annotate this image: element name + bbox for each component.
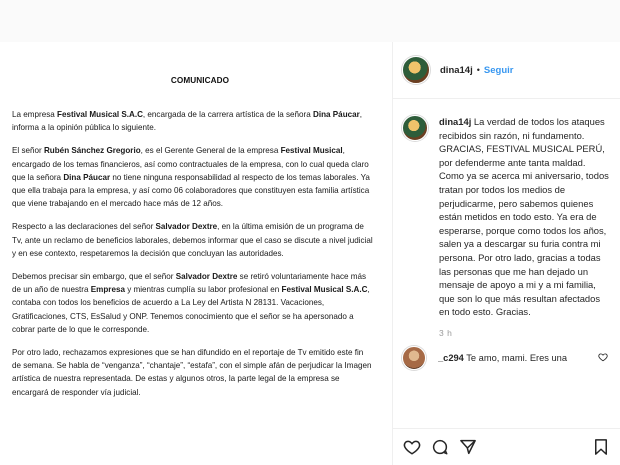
avatar[interactable]: [402, 56, 430, 84]
post-sidebar: [393, 42, 620, 465]
paragraph-text: El señor: [12, 146, 44, 156]
comment-like-icon[interactable]: [598, 352, 608, 362]
reply-username[interactable]: _c294: [438, 352, 464, 363]
paragraph-text: , encargada de la carrera artística de la señora: [142, 110, 313, 119]
paragraph-text: La empresa: [12, 110, 57, 119]
paragraph-text: Por otro lado, rechazamos expresiones que se han difundido en el reportaje de Tv emitido este fin de semana. Se habla de “venganza”, “chantaje”, “estafa”, con el simple afán de perjudicar la Imagen artística de nuestra representada. De estas y algunos otros, la parte legal de la empresa se encargará de responder vía judicial.: [12, 348, 372, 397]
reply-body: [438, 353, 598, 363]
comment-button[interactable]: [429, 436, 451, 458]
emphasis-text: Empresa: [90, 285, 125, 295]
reply-avatar[interactable]: [402, 346, 426, 370]
document-paragraph: [12, 144, 374, 210]
document-title: COMUNICADO: [170, 76, 230, 85]
emphasis-text: Salvador Dextre: [155, 222, 218, 232]
share-button[interactable]: [457, 436, 479, 458]
emphasis-text: Salvador Dextre: [175, 272, 238, 282]
paragraph-text: Debemos precisar sin embargo, que el señor: [12, 272, 176, 282]
emphasis-text: Rubén Sánchez Gregorio: [43, 146, 141, 156]
paragraph-text: , contaba con todos los beneficios de acuerdo a La Ley del Artista N 28131. Vacaciones, Gratificaciones, CTS, EsSalud y ONP. Tenemos conocimiento que el señor se ha apersonado a cobrar parte de lo que le corresponde.: [12, 285, 370, 334]
follow-button[interactable]: Seguir: [483, 64, 514, 76]
action-bar: [393, 428, 620, 465]
post-header: [393, 42, 620, 99]
document-paragraph: [12, 220, 374, 260]
document-body: [12, 108, 374, 399]
caption-body: [439, 115, 610, 319]
caption-avatar[interactable]: [402, 115, 428, 141]
paragraph-text: , es el Gerente General de la empresa: [140, 146, 281, 156]
caption-username[interactable]: dina14j: [439, 116, 472, 127]
caption-text: La verdad de todos los ataques recibidos sin razón, ni fundamento. GRACIAS, FESTIVAL MUSICAL PERÚ, por defenderme ante tanta maldad. Como ya se acerca mi aniversario, todos tratan por todos los medios de perjudicarme, pero sabemos quienes están metidos en todo esto. Ya era de esperarse, porque como todos los años, salen ya a descargar su furia contra mi persona. Por otro lado, gracias a todas las personas que me han dejado un mensaje de apoyo a mi y a mi familia, que son lo que más resultan afectados en todo esto. Gracias.: [439, 116, 609, 318]
emphasis-text: Dina Páucar: [63, 172, 111, 182]
bookmark-icon: [592, 438, 610, 456]
paragraph-text: , informa a la opinión pública lo siguiente.: [12, 110, 363, 133]
paragraph-text: , en la última emisión de un programa de Tv, ante un reclamo de beneficios laborales, debemos informar que el caso se discute a nivel judicial y en ese contexto, respetaremos la decisión que concluyan las autoridades.: [12, 222, 373, 258]
paragraph-text: Respecto a las declaraciones del señor: [12, 222, 156, 232]
paragraph-text: no tiene ninguna responsabilidad al respecto de los temas laborales. Ya que ella trabaja para la empresa, y así como 06 colaboradores que constituyen esta familia artística que viene trabajando en el mercado hace más de 12 años.: [12, 172, 370, 209]
caption-comment: [393, 99, 620, 319]
reply-text: Te amo, mami. Eres una: [463, 352, 568, 363]
comment-icon: [431, 438, 449, 456]
statement-document: [0, 42, 393, 465]
username[interactable]: dina14j: [440, 64, 473, 76]
save-button[interactable]: [590, 436, 612, 458]
document-paragraph: [12, 270, 374, 336]
heart-icon: [403, 438, 421, 456]
emphasis-text: Festival Musical: [280, 146, 343, 156]
like-button[interactable]: [401, 436, 423, 458]
share-icon: [459, 438, 477, 456]
emphasis-text: Festival Musical S.A.C: [281, 285, 368, 295]
paragraph-text: , encargado de los temas financieros, así como contractuales de la empresa, con lo cual queda claro que la señora: [12, 146, 369, 182]
document-paragraph: [12, 108, 374, 134]
post-time[interactable]: 3 h: [439, 327, 453, 338]
paragraph-text: se retiró voluntariamente hace más de un año de nuestra: [12, 272, 367, 295]
emphasis-text: Dina Páucar: [313, 110, 360, 119]
paragraph-text: y mientras cumplía su labor profesional en: [124, 285, 282, 295]
emphasis-text: Festival Musical S.A.C: [57, 110, 143, 119]
document-paragraph: [12, 346, 374, 399]
reply-comment: [393, 338, 620, 370]
separator-dot: •: [476, 65, 480, 75]
